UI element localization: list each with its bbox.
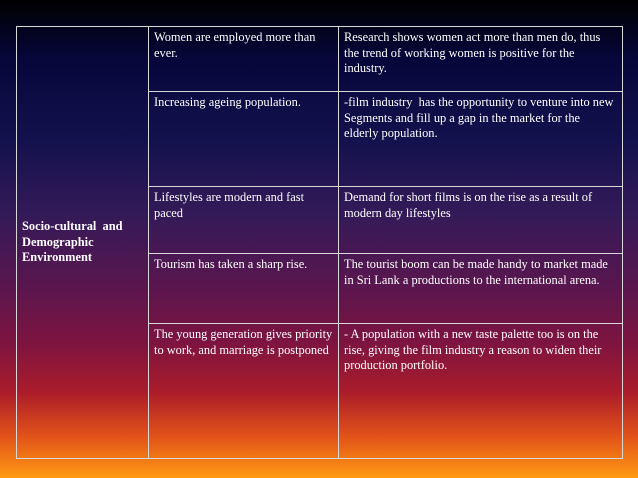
environment-table [16,26,623,459]
factor-cell [149,187,339,254]
factor-text: Women are employed more than ever. [154,30,316,60]
factor-text: The young generation gives priority to work, and marriage is postponed [154,327,333,357]
impact-cell [339,187,623,254]
impact-text: Demand for short films is on the rise as a result of modern day lifestyles [344,190,593,220]
table-row [17,27,623,92]
impact-text: - A population with a new taste palette too is on the rise, giving the film industry a reason to widen their production portfolio. [344,327,602,372]
impact-cell [339,92,623,187]
impact-cell [339,324,623,459]
factor-cell [149,324,339,459]
factor-text: Increasing ageing population. [154,95,301,109]
impact-text: -film industry has the opportunity to venture into new Segments and fill up a gap in the market for the elderly population. [344,95,623,140]
impact-text: The tourist boom can be made handy to market made in Sri Lank a productions to the international arena. [344,257,608,287]
factor-cell [149,92,339,187]
factor-text: Lifestyles are modern and fast paced [154,190,305,220]
factor-cell [149,254,339,324]
impact-cell [339,27,623,92]
factor-text: Tourism has taken a sharp rise. [154,257,308,271]
side-heading: Socio-cultural and Demographic Environment [22,219,126,265]
impact-cell [339,254,623,324]
side-heading-cell [17,27,149,459]
factor-cell [149,27,339,92]
impact-text: Research shows women act more than men do, thus the trend of working women is positive for the industry. [344,30,601,75]
